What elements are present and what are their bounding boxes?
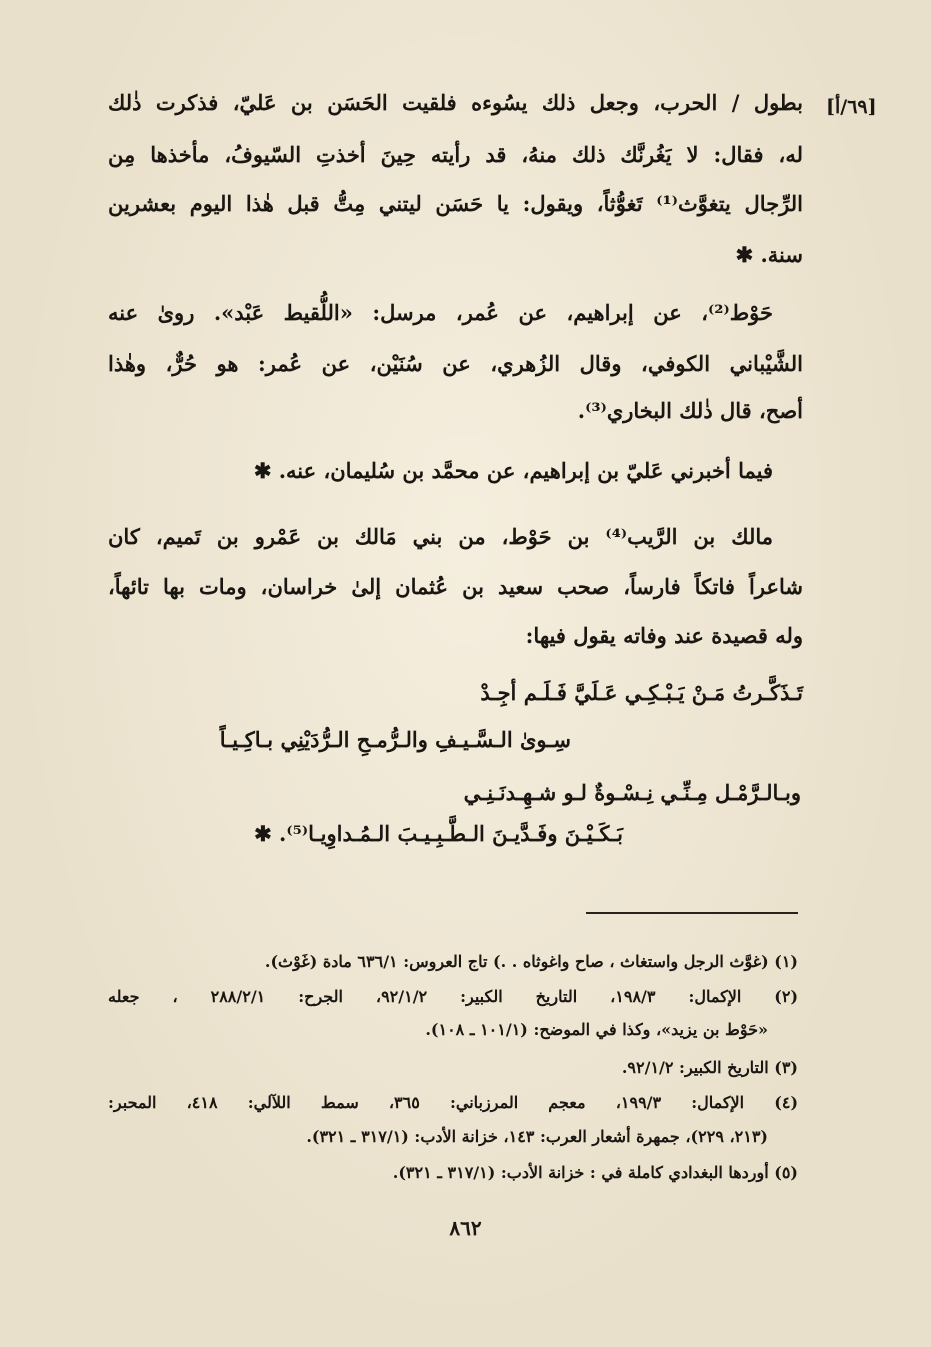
footnote-3: (٣) التاريخ الكبير: ٩٢/١/٢.: [621, 1058, 798, 1077]
paragraph2-line3: أصح، قال ذٰلك البخاري⁽³⁾.: [577, 398, 803, 423]
paragraph3-line3: وله قصيدة عند وفاته يقول فيها:: [525, 623, 803, 648]
poem-verse1-first-hemistich: تَـذَكَّـرتُ مَـنْ يَـبْـكِـي عَـلَيَّ فَـلَـم أجِـدْ: [480, 680, 803, 705]
paragraph3-line2: شاعراً فاتكاً فارساً، صحب سعيد بن عُثمان إلىٰ خراسان، ومات بها تائهاً،: [108, 574, 803, 599]
poem-verse2-second-hemistich: بَـكَـيْـنَ وفَـدَّيـنَ الـطَّـبِـيـبَ الـمُـداوِيـا⁽⁵⁾. ✱: [254, 821, 623, 846]
poem-verse2-first-hemistich: وبـالـرَّمْـل مِـنِّـي نِـسْـوةٌ لـو شـهِـدنَـنِـي: [463, 780, 801, 805]
section-heading: فيما أخبرني عَليّ بن إبراهيم، عن محمَّد بن سُليمان، عنه. ✱: [253, 458, 773, 483]
footnote-2-line1: (٢) الإكمال: ١٩٨/٣، التاريخ الكبير: ٩٢/١/٢، الجرح: ٢٨٨/٢/١ ، جعله: [108, 987, 799, 1006]
footnote-5: (٥) أوردها البغدادي كاملة في : خزانة الأدب: (٣١٧/١ ـ ٣٢١).: [392, 1163, 798, 1182]
margin-folio-reference: [٦٩/أ]: [826, 96, 877, 118]
footnote-separator: [586, 912, 798, 914]
page-number: ٨٦٢: [449, 1216, 482, 1240]
paragraph2-line1: حَوْط⁽²⁾، عن إبراهيم، عن عُمر، مرسل: «اللُّقيط عَبْد». روىٰ عنه: [108, 300, 773, 325]
paragraph3-line1: مالك بن الرَّيب⁽⁴⁾ بن حَوْط، من بني مَالك بن عَمْرو بن تَميم، كان: [108, 524, 773, 549]
footnote-4-line2: (٢١٣، ٢٢٩)، جمهرة أشعار العرب: ١٤٣، خزانة الأدب: (٣١٧/١ ـ ٣٢١).: [306, 1127, 768, 1146]
footnote-2-line2: «حَوْط بن يزيد»، وكذا في الموضح: (١٠١/١ ـ ١٠٨).: [425, 1020, 768, 1039]
paragraph1-line2: له، فقال: لا يَغُرنَّك ذلك منهُ، قد رأيته حِينَ أخذتِ السّيوفُ، مأخذها مِن: [108, 142, 803, 167]
footnote-4-line1: (٤) الإكمال: ١٩٩/٣، معجم المرزباني: ٣٦٥، سمط اللآلي: ٤١٨، المحبر:: [108, 1093, 799, 1112]
paragraph1-line3: الرِّجال يتغوَّث⁽¹⁾ تَغوُّثاً، ويقول: يا حَسَن ليتني مِتُّ قبل هٰذا اليوم بعشرين: [108, 191, 803, 216]
paragraph2-line2: الشَّيْباني الكوفي، وقال الزُهري، عن سُنَيْن، عن عُمر: هو حُرٌّ، وهٰذا: [108, 351, 803, 376]
poem-verse1-second-hemistich: سِـوىٰ الـسَّـيـفِ والـرُّمـحِ الـرُّدَيْنِي بـاكِـيـاً: [219, 727, 571, 752]
paragraph1-line1: بطول / الحرب، وجعل ذلك يسُوءه فلقيت الحَسَن بن عَليّ، فذكرت ذٰلك: [108, 90, 803, 115]
paragraph1-line4: سنة. ✱: [735, 242, 803, 267]
footnote-1: (١) (غوَّث الرجل واستغاث ، صاح واغوثاه . .) تاج العروس: ٦٣٦/١ مادة (غَوْث).: [264, 952, 798, 971]
